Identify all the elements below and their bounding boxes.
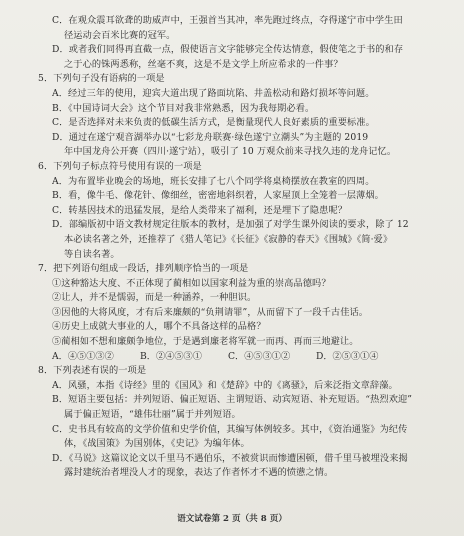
question-content <box>38 14 434 481</box>
option-line: B．《中国诗词大会》这个节目对我非常熟悉，因为我每期必看。 <box>52 102 315 114</box>
option-line: ④历史上成就大事业的人，哪个不具备这样的品格？ <box>52 321 266 333</box>
question-stem: 6．下列句子标点符号使用有误的一项是 <box>38 160 202 172</box>
continuation-line: 之于心的铢两悉称，丝毫不爽，这是不是文学上所应希求的一件事？ <box>64 58 343 70</box>
q7-choice: B．②④⑤③① <box>140 350 202 362</box>
option-line: D．通过在遂宁观音湖举办以“七彩龙舟联赛·绿色遂宁立潮头”为主题的 2019 <box>52 131 369 143</box>
option-line: D．部编版初中语文教材规定往版本的教材，是加强了对学生课外阅读的要求，除了 12 <box>52 219 409 231</box>
option-line: B．短语主要包括：并列短语、偏正短语、主谓短语、动宾短语、补充短语。“热烈欢迎” <box>52 394 413 406</box>
option-line: C．转基因技术的迅猛发展，是给人类带来了福利，还是埋下了隐患呢？ <box>52 204 348 216</box>
q7-choices <box>52 350 434 365</box>
continuation-line: 径运动会百米比赛的冠军。 <box>64 29 176 41</box>
question-stem: 7．把下列语句组成一段话，排列顺序恰当的一项是 <box>38 263 249 275</box>
option-line: C．是否选择对未来负责的低碳生活方式，是衡量现代人良好素质的重要标准。 <box>52 117 375 129</box>
continuation-line: 体，《战国策》为国别体，《史记》为编年体。 <box>64 438 250 450</box>
option-line: A．风骚，本指《诗经》里的《国风》和《楚辞》中的《离骚》，后来泛指文章辞藻。 <box>52 379 398 391</box>
continuation-line: 等自读名著。 <box>64 248 120 260</box>
q7-choice: A．④⑤①③② <box>52 350 114 362</box>
question-stem: 8．下列表述有误的一项是 <box>38 365 147 377</box>
continuation-line: 露封建统治者埋没人才的现象，表达了作者怀才不遇的愤懑之情。 <box>64 467 334 479</box>
option-line: C．在观众震耳欲聋的助威声中，王强首当其冲，率先跑过终点，夺得遂宁市中学生田 <box>52 15 403 26</box>
option-line: C．史书具有较高的文学价值和史学价值，其编写体例较多。其中，《资治通鉴》为纪传 <box>52 423 408 435</box>
option-line: A．经过三年的使用，迎宾大道出现了路面坑陷、井盖松动和路灯损坏等问题。 <box>52 87 375 99</box>
continuation-line: 本必读名著之外，还推荐了《猎人笔记》《长征》《寂静的春天》《围城》《简·爱》 <box>64 233 393 245</box>
option-line: ②让人，并不是懦弱，而是一种涵养，一种胆识。 <box>52 292 257 304</box>
option-line: ⑤蔺相如不想和廉颇争地位，于是遇到廉老将军就一而再、再而三地避让。 <box>52 336 359 348</box>
option-line: D．《马说》这篇议论文以千里马不遇伯乐，不被赏识而惨遭困顿，借千里马被埋没来揭 <box>52 452 408 464</box>
continuation-line: 年中国龙舟公开赛（四川·遂宁站），吸引了 10 万观众前来寻找久违的龙舟记忆。 <box>64 146 397 158</box>
option-line: ①这种豁达大度、不正体现了蔺相如以国家利益为重的崇高品德吗？ <box>52 277 331 289</box>
option-line: D．或者我们同得再直截一点，假使语言文字能够完全传达情意，假使笔之于书的和存 <box>52 44 404 56</box>
q7-choice: C．④⑤③①② <box>228 350 291 362</box>
q7-choice: D．②⑤③①④ <box>316 350 379 362</box>
option-line: A．为布置毕业晚会的场地，班长安排了七八个同学将桌椅摆放在教室的四周。 <box>52 175 375 187</box>
question-stem: 5．下列句子没有语病的一项是 <box>38 73 165 85</box>
page-footer: 语文试卷第 2 页（共 8 页） <box>177 514 287 524</box>
continuation-line: 属于偏正短语，“雄伟壮丽”属于并列短语。 <box>64 409 241 421</box>
option-line: B．看，像牛毛、像花针、像细丝，密密地斜织着，人家屋顶上全笼着一层薄烟。 <box>52 190 384 202</box>
option-line: ③因他的大将风度，才有后来廉颇的“负荆请罪”，从而留下了一段千古佳话。 <box>52 306 369 318</box>
